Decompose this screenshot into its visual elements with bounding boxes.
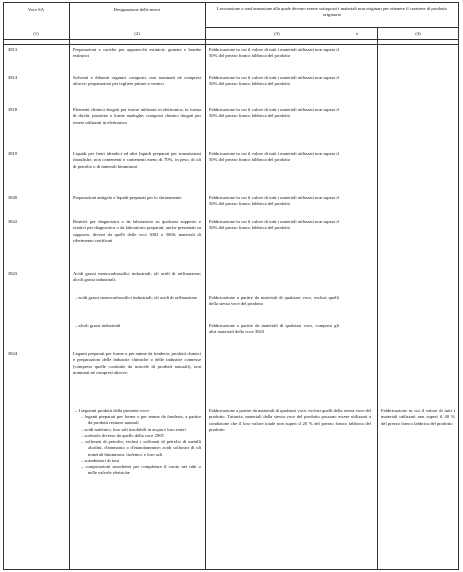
header-num1: (1) bbox=[33, 31, 39, 36]
header-num2: (2) bbox=[134, 31, 140, 36]
goods-description: Preparazioni antigelo e liquidi preparati per lo sbrinamento bbox=[73, 195, 182, 200]
processing-rule: Fabbricazione in cui il valore di tutti i materiali utilizzati non supera il 50% del prezzo franco fabbrica del prodotto bbox=[209, 195, 339, 207]
header-or: o bbox=[355, 31, 359, 36]
hs-code: 3820 bbox=[8, 195, 18, 200]
column-divider bbox=[377, 27, 378, 569]
header-col1: Voce SA bbox=[27, 7, 45, 12]
processing-rule: Fabbricazione in cui il valore di tutti i materiali utilizzati non supera il 50% del prezzo franco fabbrica del prodotto bbox=[209, 107, 339, 119]
processing-rule: Fabbricazione in cui il valore di tutti i materiali utilizzati non supera il 50% del prezzo franco fabbrica del prodotto bbox=[209, 47, 339, 59]
hs-code: 3814 bbox=[8, 75, 18, 80]
goods-subitem-list bbox=[73, 414, 201, 477]
goods-subitem-text: – I seguenti prodotti della presente voce: bbox=[73, 408, 201, 414]
goods-description: Leganti preparati per forme o per anime da fonderia; prodotti chimici e preparazioni delle industrie chimiche o delle industrie connesse (comprese quelle costituite da miscele di prodotti naturali), non nominati né compresi altrove: bbox=[73, 351, 201, 375]
goods-description: Acidi grassi monocarbossilici industriali; oli acidi di raffinazione; alcoli grassi industriali: bbox=[73, 271, 201, 283]
header-col34: Lavorazione o trasformazione alla quale devono essere sottoposti i materiali non originari per ottenere il carattere di prodotto originario bbox=[217, 6, 447, 18]
goods-subitem-text: – composizioni assorbenti per completare il vuoto nei tubi o nelle valvole elettriche bbox=[79, 464, 201, 477]
header-num4: (4) bbox=[415, 31, 421, 36]
processing-rule: Fabbricazione a partire da materiali di qualsiasi voce, esclusi quelli della stessa voce del prodotto bbox=[209, 295, 339, 307]
hs-code: 3822 bbox=[8, 219, 18, 224]
column-divider bbox=[205, 3, 206, 569]
goods-description: Elementi chimici drogati per essere utilizzati in elettronica, in forma di dischi, piastrine o forme analoghe; composti chimici drogati per essere utilizzati in elettronica bbox=[73, 107, 201, 125]
goods-subitem-text: – acidi grassi monocarbossilici industriali; oli acidi di raffinazione bbox=[73, 295, 201, 301]
goods-description: Preparazioni e cariche per apparecchi estintori; granate e bombe estintrici bbox=[73, 47, 201, 59]
goods-subitem-text: – scambiatori di ioni bbox=[79, 458, 201, 464]
goods-subitem bbox=[73, 295, 201, 301]
processing-rule: Fabbricazione in cui il valore di tutti i materiali utilizzati non supera il 50% del prezzo franco fabbrica del prodotto bbox=[209, 151, 339, 163]
goods-subitem bbox=[73, 323, 201, 329]
goods-description: Liquidi per freni idraulici ed altri liquidi preparati per trasmissioni idrauliche, non contenenti o contenenti meno di 70%, in peso, di oli di petrolio o di minerali bituminosi bbox=[73, 151, 201, 169]
goods-subitem-text: – solfonati di petrolio, esclusi i solfonati di petrolio di metalli alcalini, d'ammonio o d'etanolammine; acidi solfonici di oli minerali bituminosi, tiofenici, e loro sali bbox=[79, 439, 201, 458]
hs-code: 3813 bbox=[8, 47, 18, 52]
processing-rule: Fabbricazione in cui il valore di tutti i materiali utilizzati non supera il 50% del prezzo franco fabbrica del prodotto bbox=[209, 75, 339, 87]
processing-rule: Fabbricazione a partire da materiali di qualsiasi voce, esclusi quelli della stessa voce del prodotto. Tuttavia, materiali della stessa voce del prodotto possono essere utilizzati a condizione che il loro valore totale non superi il 20 % del prezzo franco fabbrica del prodotto bbox=[209, 408, 371, 432]
rules-of-origin-table bbox=[3, 2, 459, 570]
hs-code: 3818 bbox=[8, 107, 18, 112]
column-divider bbox=[69, 3, 70, 569]
header-divider bbox=[205, 27, 458, 28]
alternative-rule: Fabbricazione in cui il valore di tutti i materiali utilizzati non superi il 40 % del prezzo franco fabbrica del prodotto bbox=[381, 408, 455, 426]
header-divider bbox=[4, 44, 458, 45]
header-divider bbox=[4, 39, 458, 40]
processing-rule: Fabbricazione in cui il valore di tutti i materiali utilizzati non supera il 50% del prezzo franco fabbrica del prodotto bbox=[209, 219, 339, 231]
hs-code: 3823 bbox=[8, 271, 18, 276]
processing-rule: Fabbricazione a partire da materiali di qualsiasi voce, compresi gli altri materiali della voce 3823 bbox=[209, 323, 339, 335]
header-num3: (3) bbox=[274, 31, 280, 36]
header-col2: Designazione delle merci bbox=[113, 7, 161, 12]
goods-subitem-text: – leganti preparati per forme o per anime da fonderia, a partire da prodotti resinosi naturali bbox=[79, 414, 201, 427]
goods-description: Solventi e diluenti organici composti, non nominati né compresi altrove; preparazioni per togliere pitture o vernici bbox=[73, 75, 201, 87]
goods-subitem-text: – sorbitolo diverso da quello della voce 2905 bbox=[79, 433, 201, 439]
goods-subitem-text: – acidi naftenici, loro sali insolubili in acqua e loro esteri bbox=[79, 427, 201, 433]
goods-description: Reattivi per diagnostica o da laboratorio su qualsiasi supporto e reattivi per diagnostica o da laboratorio preparati, anche presentati su supporto, diversi da quelli delle voci 3002 o 3006; materiali di riferimento certificati bbox=[73, 219, 201, 243]
hs-code: 3819 bbox=[8, 151, 18, 156]
goods-subitem-text: – alcoli grassi industriali bbox=[73, 323, 201, 329]
hs-code: 3824 bbox=[8, 351, 18, 356]
